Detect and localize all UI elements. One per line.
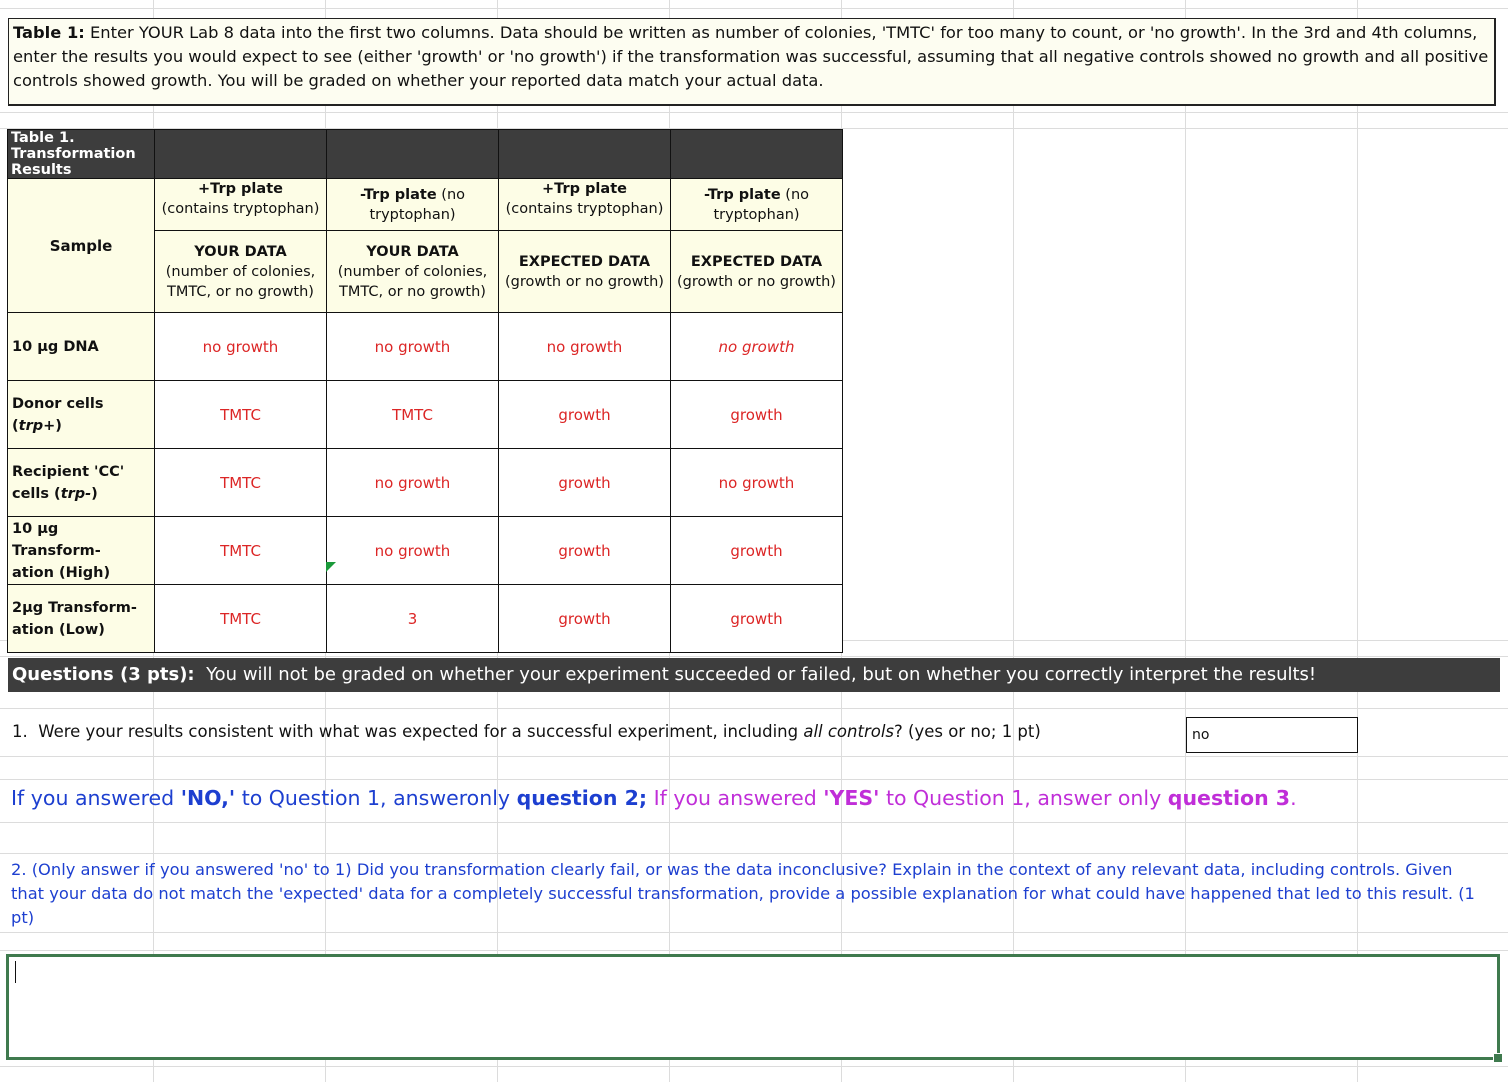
gridline	[0, 8, 1508, 9]
table-title[interactable]: Table 1. Transformation Results	[8, 130, 155, 179]
data-kind: YOUR DATA	[194, 243, 287, 260]
data-cell[interactable]: growth	[499, 381, 671, 449]
table-row	[8, 517, 843, 585]
gridline	[0, 112, 1508, 113]
routing-yes: 'YES'	[823, 786, 880, 810]
table-row	[8, 381, 843, 449]
row-label[interactable]	[8, 313, 155, 381]
data-cell[interactable]: growth	[499, 517, 671, 585]
gridline	[0, 756, 1508, 757]
data-cell[interactable]: TMTC	[327, 381, 499, 449]
data-cell[interactable]: growth	[671, 517, 843, 585]
row-label-text: 2µg Transform-	[12, 599, 137, 616]
gridline	[0, 853, 1508, 854]
row-label[interactable]	[8, 381, 155, 449]
table-row	[8, 313, 843, 381]
data-kind: EXPECTED DATA	[518, 253, 651, 270]
column-data-header[interactable]	[499, 231, 671, 313]
gridline	[0, 656, 1508, 657]
question-1-answer-cell[interactable]: no	[1186, 717, 1358, 753]
data-kind: EXPECTED DATA	[690, 253, 823, 270]
question-1-text: ? (yes or no; 1 pt)	[894, 722, 1041, 741]
question-1[interactable]	[12, 722, 1041, 741]
table-row	[8, 449, 843, 517]
routing-text: If you answered	[11, 786, 181, 810]
row-label-genotype: trp-	[60, 485, 92, 502]
gridline	[0, 932, 1508, 933]
plate-name: -Trp plate	[360, 186, 437, 203]
answer-routing-instructions[interactable]	[11, 786, 1297, 810]
questions-header[interactable]	[8, 658, 1500, 692]
row-label[interactable]	[8, 517, 155, 585]
data-cell[interactable]: growth	[499, 449, 671, 517]
gridline	[0, 822, 1508, 823]
column-plate-header[interactable]	[155, 179, 327, 231]
table-header-cell[interactable]	[155, 130, 327, 179]
cell-comment-indicator	[326, 562, 336, 572]
data-cell[interactable]: no growth	[327, 313, 499, 381]
plate-name: +Trp plate	[542, 181, 627, 197]
questions-header-text: You will not be graded on whether your experiment succeeded or failed, but on whether you correctly interpret the results!	[194, 664, 1317, 685]
results-table	[7, 129, 843, 653]
data-cell[interactable]: no growth	[499, 313, 671, 381]
data-cell[interactable]: no growth	[327, 517, 499, 585]
routing-question-3: question 3	[1167, 786, 1291, 810]
row-label-text: Donor cells	[12, 395, 104, 412]
row-label-text: )	[91, 485, 98, 502]
gridline	[0, 1066, 1508, 1067]
sample-header[interactable]: Sample	[8, 179, 155, 313]
instructions-text: Enter YOUR Lab 8 data into the first two columns. Data should be written as number of colonies, 'TMTC' for too many to count, or 'no growth'. In the 3rd and 4th columns, enter the results you would expect to see (either 'growth' or 'no growth') if the transformation was successful, assuming that all negative controls showed no growth and all positive controls showed growth. You will be graded on whether your reported data match your actual data.	[13, 23, 1489, 90]
gridline	[0, 708, 1508, 709]
row-label-genotype: trp+	[18, 417, 56, 434]
data-cell[interactable]: TMTC	[155, 449, 327, 517]
question-1-emphasis: all controls	[803, 722, 895, 741]
routing-text: .	[1290, 786, 1297, 810]
row-label-text: )	[55, 417, 62, 434]
data-cell[interactable]: growth	[671, 585, 843, 653]
table-header-cell[interactable]	[499, 130, 671, 179]
plate-note: (contains tryptophan)	[161, 201, 320, 217]
routing-text: to Question 1, answeronly	[235, 786, 517, 810]
plate-name: +Trp plate	[198, 181, 283, 197]
plate-note: (no tryptophan)	[369, 186, 465, 223]
gridline	[0, 779, 1508, 780]
data-cell[interactable]: growth	[671, 381, 843, 449]
row-label-text: ation (Low)	[12, 621, 105, 638]
data-cell[interactable]: no growth	[671, 313, 843, 381]
column-plate-header[interactable]	[499, 179, 671, 231]
instructions-box[interactable]	[8, 18, 1496, 106]
text-cursor	[15, 961, 16, 983]
fill-handle[interactable]	[1493, 1053, 1503, 1063]
column-plate-header[interactable]	[327, 179, 499, 231]
column-data-header[interactable]	[155, 231, 327, 313]
gridline	[0, 950, 1508, 951]
column-plate-header[interactable]	[671, 179, 843, 231]
row-label-text: Recipient 'CC'	[12, 463, 125, 480]
plate-name: -Trp plate	[704, 186, 781, 203]
data-cell[interactable]: 3	[327, 585, 499, 653]
data-cell[interactable]: TMTC	[155, 517, 327, 585]
row-label-text: 10 µg DNA	[12, 338, 99, 355]
routing-text: to Question 1, answer only	[879, 786, 1168, 810]
data-cell[interactable]: TMTC	[155, 381, 327, 449]
data-kind-note: (growth or no growth)	[677, 273, 836, 290]
data-cell[interactable]: no growth	[155, 313, 327, 381]
row-label-text: ation (High)	[12, 564, 111, 581]
question-2-response-cell[interactable]	[6, 954, 1500, 1060]
table-row	[8, 585, 843, 653]
row-label-text: (	[12, 417, 19, 434]
row-label-text: 10 µg	[12, 520, 59, 537]
table-header-cell[interactable]	[327, 130, 499, 179]
data-cell[interactable]: TMTC	[155, 585, 327, 653]
data-kind: YOUR DATA	[366, 243, 459, 260]
data-kind-note: (number of colonies, TMTC, or no growth)	[337, 263, 488, 300]
row-label-text: Transform-	[12, 542, 101, 559]
data-kind-note: (growth or no growth)	[505, 273, 664, 290]
row-label[interactable]	[8, 585, 155, 653]
instructions-label: Table 1:	[13, 23, 85, 42]
row-label-text: cells (	[12, 485, 61, 502]
routing-question-2: question 2;	[516, 786, 648, 810]
row-label[interactable]	[8, 449, 155, 517]
data-cell[interactable]: growth	[499, 585, 671, 653]
question-2[interactable]: 2. (Only answer if you answered 'no' to 1) Did you transformation clearly fail, or was the data inconclusive? Explain in the context of any relevant data, including controls. Given that your data do not match the 'expected' data for a completely successful transformation, provide a possible explanation for what could have happened that led to this result. (1 pt)	[11, 860, 1475, 927]
questions-header-label: Questions (3 pts):	[12, 664, 195, 685]
plate-note: (no tryptophan)	[713, 186, 809, 223]
table-header-cell[interactable]	[671, 130, 843, 179]
data-cell[interactable]: no growth	[671, 449, 843, 517]
routing-text: If you answered	[647, 786, 824, 810]
column-data-header[interactable]	[671, 231, 843, 313]
data-kind-note: (number of colonies, TMTC, or no growth)	[165, 263, 316, 300]
data-cell[interactable]: no growth	[327, 449, 499, 517]
routing-no: 'NO,'	[180, 786, 236, 810]
plate-note: (contains tryptophan)	[505, 201, 664, 217]
column-data-header[interactable]	[327, 231, 499, 313]
question-1-text: 1. Were your results consistent with what was expected for a successful experiment, including	[12, 722, 804, 741]
